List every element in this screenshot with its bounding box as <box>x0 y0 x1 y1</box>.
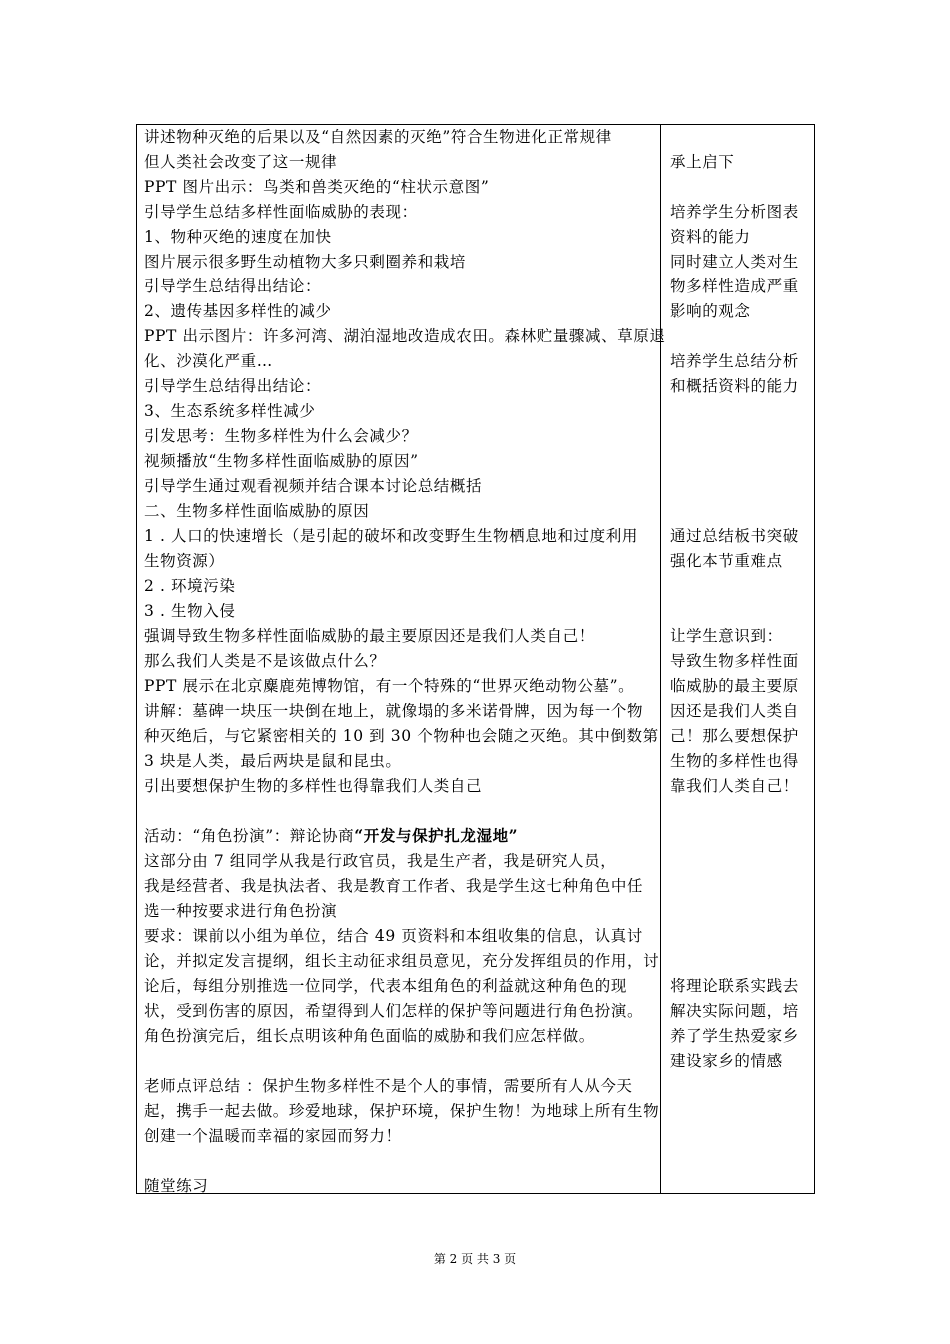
content-line: 选一种按要求进行角色扮演 <box>144 902 338 920</box>
content-line: 老师点评总结 ：保护生物多样性不是个人的事情，需要所有人从今天 <box>144 1077 633 1095</box>
content-line: 引导学生总结得出结论： <box>144 277 322 295</box>
intent-line: 培养学生分析图表 <box>670 203 799 221</box>
intent-line: 养了学生热爱家乡 <box>670 1027 799 1045</box>
intent-line: 将理论联系实践去 <box>670 977 799 995</box>
page-footer: 第 2 页 共 3 页 <box>433 1252 517 1266</box>
intent-line: 靠我们人类自己！ <box>670 777 799 795</box>
content-line: 这部分由 7 组同学从我是行政官员，我是生产者，我是研究人员， <box>144 852 617 870</box>
intent-line: 因还是我们人类自 <box>670 702 799 720</box>
content-line: 生物资源） <box>144 552 225 570</box>
content-line: 化、沙漠化严重… <box>144 352 273 370</box>
content-line: 引出要想保护生物的多样性也得靠我们人类自己 <box>144 777 483 795</box>
content-line: PPT 展示在北京麋鹿苑博物馆，有一个特殊的“世界灭绝动物公墓”。 <box>144 677 635 695</box>
content-line: 1 . 人口的快速增长（是引起的破坏和改变野生生物栖息地和过度利用 <box>144 527 638 545</box>
content-line: 起，携手一起去做。珍爱地球，保护环境，保护生物！为地球上所有生物 <box>144 1102 660 1120</box>
content-line: 引导学生通过观看视频并结合课本讨论总结概括 <box>144 477 483 495</box>
intent-line: 同时建立人类对生 <box>670 253 799 271</box>
intent-line: 和概括资料的能力 <box>670 377 799 395</box>
intent-line: 物多样性造成严重 <box>670 277 799 295</box>
content-line: 状，受到伤害的原因，希望得到人们怎样的保护等问题进行角色扮演。 <box>144 1002 644 1020</box>
intent-line: 影响的观念 <box>670 302 751 320</box>
content-line: 论，并拟定发言提纲，组长主动征求组员意见，充分发挥组员的作用，讨 <box>144 952 660 970</box>
content-line: 论后，每组分别推选一位同学，代表本组角色的利益就这种角色的现 <box>144 977 628 995</box>
content-line: 引导学生总结得出结论： <box>144 377 322 395</box>
content-line: 随堂练习 <box>144 1177 209 1195</box>
content-line: 角色扮演完后，组长点明该种角色面临的威胁和我们应怎样做。 <box>144 1027 595 1045</box>
activity-topic: “开发与保护扎龙湿地” <box>354 826 519 845</box>
content-line: 1、物种灭绝的速度在加快 <box>144 228 332 246</box>
content-line: 讲解：墓碑一块压一块倒在地上，就像塌的多米诺骨牌，因为每一个物 <box>144 702 644 720</box>
content-line: 但人类社会改变了这一规律 <box>144 153 338 171</box>
content-line: 二、生物多样性面临威胁的原因 <box>144 502 370 520</box>
intent-line: 建设家乡的情感 <box>670 1052 783 1070</box>
intent-line: 强化本节重难点 <box>670 552 783 570</box>
intent-line: 己！那么要想保护 <box>670 727 799 745</box>
intent-line: 资料的能力 <box>670 228 751 246</box>
intent-line: 培养学生总结分析 <box>670 352 799 370</box>
content-line: 创建一个温暖而幸福的家园而努力！ <box>144 1127 402 1145</box>
intent-line: 生物的多样性也得 <box>670 752 799 770</box>
content-line: 讲述物种灭绝的后果以及“自然因素的灭绝”符合生物进化正常规律 <box>144 128 612 146</box>
intent-line: 让学生意识到： <box>670 627 783 645</box>
content-line: 2 . 环境污染 <box>144 577 236 595</box>
content-line: 引发思考：生物多样性为什么会减少？ <box>144 427 418 445</box>
intent-line: 解决实际问题，培 <box>670 1002 799 1020</box>
content-line: PPT 图片出示：鸟类和兽类灭绝的“柱状示意图” <box>144 178 490 196</box>
content-line: 图片展示很多野生动植物大多只剩圈养和栽培 <box>144 253 467 271</box>
intent-line: 通过总结板书突破 <box>670 527 799 545</box>
content-line: 视频播放“生物多样性面临威胁的原因” <box>144 452 419 470</box>
content-line: 那么我们人类是不是该做点什么？ <box>144 652 386 670</box>
intent-line: 承上启下 <box>670 153 735 171</box>
content-line: 强调导致生物多样性面临威胁的最主要原因还是我们人类自己！ <box>144 627 595 645</box>
content-line: 活动：“角色扮演”：辩论协商“开发与保护扎龙湿地” <box>144 826 519 845</box>
content-line: 3、生态系统多样性减少 <box>144 402 316 420</box>
content-line: 引导学生总结多样性面临威胁的表现： <box>144 203 418 221</box>
content-line: 种灭绝后，与它紧密相关的 10 到 30 个物种也会随之灭绝。其中倒数第 <box>144 727 659 745</box>
intent-line: 导致生物多样性面 <box>670 652 799 670</box>
content-line: 我是经营者、我是执法者、我是教育工作者、我是学生这七种角色中任 <box>144 877 644 895</box>
content-line: 2、遗传基因多样性的减少 <box>144 302 332 320</box>
content-line: 3 块是人类，最后两块是鼠和昆虫。 <box>144 752 402 770</box>
content-line: PPT 出示图片：许多河湾、湖泊湿地改造成农田。森林贮量骤减、草原退 <box>144 327 666 345</box>
content-line: 3 . 生物入侵 <box>144 602 236 620</box>
intent-line: 临威胁的最主要原 <box>670 677 799 695</box>
content-line: 要求：课前以小组为单位，结合 49 页资料和本组收集的信息，认真讨 <box>144 927 643 945</box>
column-divider <box>660 124 661 1194</box>
